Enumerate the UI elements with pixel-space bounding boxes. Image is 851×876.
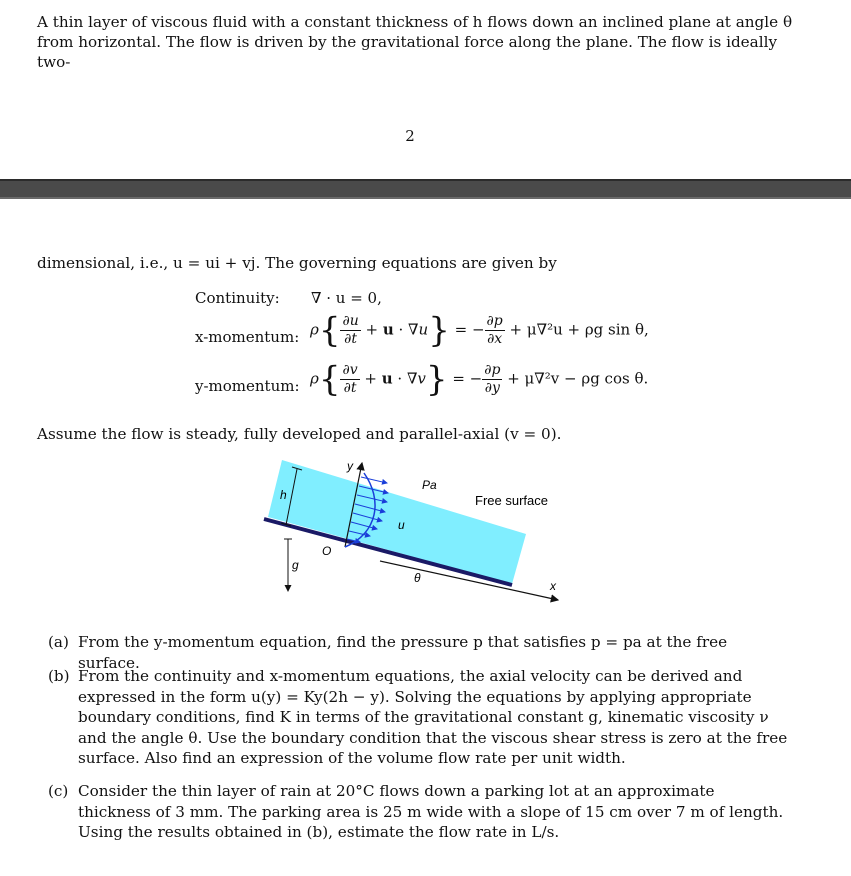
y-axis-label: y <box>347 459 353 473</box>
y-momentum-equation: ρ{ $\frac{\partial v}{\partial t}$ + u · ∇v} = − $\frac{\partial p}{\partial y}$ + μ∇²v − ρg cos θ. <box>310 359 649 400</box>
intro-paragraph <box>37 12 797 72</box>
question-c-label: (c) <box>48 782 69 800</box>
g-label: g <box>292 558 299 572</box>
assumption-line: Assume the flow is steady, fully developed and parallel-axial (v = 0). <box>37 425 562 443</box>
du-dt-fraction: $\frac{\partial u}{\partial t}$ <box>342 313 359 347</box>
dv-dt-fraction: $\frac{\partial v}{\partial t}$ <box>342 362 358 396</box>
intro-line-1: A thin layer of viscous fluid with a constant thickness of h flows down an inclined plane at angle θ <box>37 13 793 31</box>
x-momentum-equation: ρ{ $\frac{\partial u}{\partial t}$ + u · ∇u} = − $\frac{\partial p}{\partial x}$ + μ∇²u + ρg sin θ, <box>310 310 649 351</box>
u-label: u <box>398 518 405 532</box>
question-b-label: (b) <box>48 667 70 685</box>
inclined-flow-figure <box>250 455 580 605</box>
intro-line-2: from horizontal. The flow is driven by the gravitational force along the plane. The flow is ideally two- <box>37 33 778 71</box>
pa-label: Pa <box>422 478 437 492</box>
fluid-layer <box>268 460 526 584</box>
x-axis-label: x <box>550 579 556 593</box>
theta-label: θ <box>414 571 421 585</box>
y-momentum-label: y-momentum: <box>195 377 300 395</box>
question-a-text: From the y-momentum equation, find the pressure p that satisfies p = pa at the free surface. <box>78 633 728 672</box>
origin-label: O <box>322 544 332 558</box>
continuity-expression: ∇ · u = 0, <box>311 289 382 307</box>
dp-dx-fraction: $\frac{\partial p}{\partial x}$ <box>486 313 503 347</box>
continuity-label: Continuity: <box>195 289 280 307</box>
x-momentum-label: x-momentum: <box>195 328 300 346</box>
question-a-label: (a) <box>48 633 69 651</box>
page-divider <box>0 179 851 199</box>
h-label: h <box>280 488 287 502</box>
y-momentum-rhs: + μ∇²v − ρg cos θ. <box>507 369 649 388</box>
question-b-text: From the continuity and x-momentum equations, the axial velocity can be derived and expressed in the form u(y) = Ky(2h − y). Solving the equations by applying appropriate boundary conditions, find K in terms of the gravitational constant g, kinematic viscosity ν and the angle θ. Use the boundary condition that the viscous shear stress is zero at the free surface. Also find an expression of the volume flow rate per unit width. <box>78 667 788 767</box>
page-number: 2 <box>405 127 415 145</box>
question-c-text: Consider the thin layer of rain at 20°C flows down a parking lot at an approximate thickness of 3 mm. The parking area is 25 m wide with a slope of 15 cm over 7 m of length. Using the results obtained in (b), estimate the flow rate in L/s. <box>78 782 784 841</box>
dp-dy-fraction: $\frac{\partial p}{\partial y}$ <box>484 362 501 396</box>
question-c <box>48 781 788 843</box>
continuation-line: dimensional, i.e., u = ui + vj. The governing equations are given by <box>37 254 557 272</box>
free-surface-label: Free surface <box>475 493 548 508</box>
question-b <box>48 666 788 769</box>
x-momentum-rhs: + μ∇²u + ρg sin θ, <box>509 320 649 339</box>
